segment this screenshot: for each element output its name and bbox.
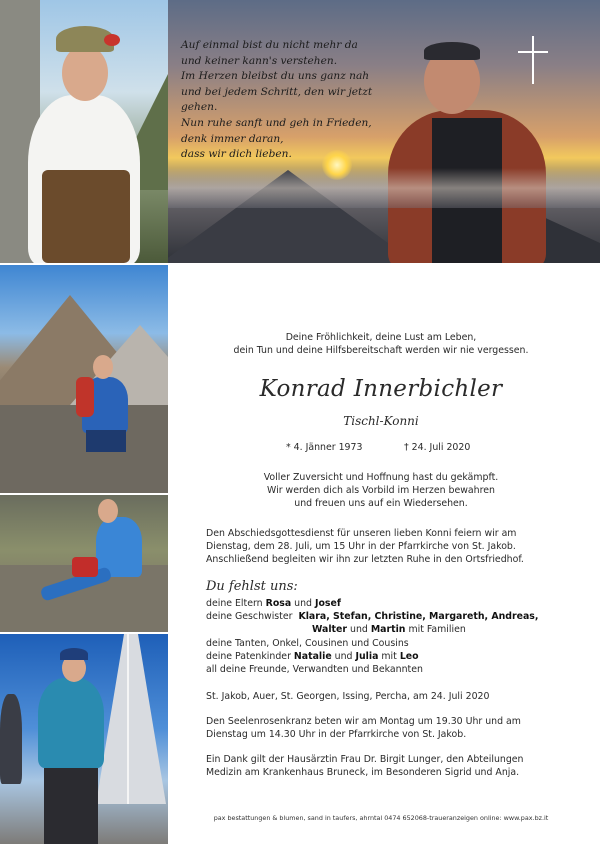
mourners-friends: all deine Freunde, Verwandten und Bekannten <box>206 664 423 676</box>
verse-line: und freuen uns auf ein Wiedersehen. <box>294 498 468 510</box>
thanks-line: Medizin am Krankenhaus Bruneck, im Besonderen Sigrid und Anja. <box>206 767 520 779</box>
name: Natalie <box>293 650 332 662</box>
names: Klara, Stefan, Christine, Margareth, Andreas, <box>298 611 539 623</box>
footer-credit: pax bestattungen & blumen, sand in taufers, ahrntal 0474 652068-traueranzeigen online: www.pax.bz.it <box>213 814 549 822</box>
photo-hiker-rocks <box>0 265 168 493</box>
name: Leo <box>399 650 419 662</box>
name: Walter <box>312 624 348 636</box>
photo-summit-cross <box>0 634 168 844</box>
label: und <box>334 650 353 662</box>
rosary-notice <box>206 715 556 741</box>
label: deine Eltern <box>206 598 263 609</box>
mourners-siblings-cont <box>206 623 556 636</box>
mourners-siblings <box>206 610 556 623</box>
rosary-line: Dienstag um 14.30 Uhr in der Pfarrkirche von St. Jakob. <box>206 729 467 741</box>
label: mit <box>381 650 397 662</box>
deceased-name: Konrad Innerbichler <box>259 376 503 402</box>
funeral-line: Anschließend begleiten wir ihn zur letzten Ruhe in den Ortsfriedhof. <box>206 554 524 566</box>
poem-line: Im Herzen bleibst du uns ganz nah <box>181 70 370 83</box>
label: mit Familien <box>408 624 466 636</box>
verse-line: Voller Zuversicht und Hoffnung hast du gekämpft. <box>263 472 499 483</box>
thanks-line: Ein Dank gilt der Hausärztin Frau Dr. Birgit Lunger, den Abteilungen <box>206 754 524 765</box>
name: Julia <box>355 650 379 662</box>
name: Martin <box>370 624 406 636</box>
intro-line: Deine Fröhlichkeit, deine Lust am Leben, <box>285 332 477 343</box>
intro-line: dein Tun und deine Hilfsbereitschaft werden wir nie vergessen. <box>233 345 529 357</box>
deceased-nickname: Tischl-Konni <box>343 414 419 428</box>
funeral-notice <box>206 527 556 567</box>
label: und <box>350 624 368 636</box>
mourners-heading: Du fehlst uns: <box>206 579 298 594</box>
mourners-parents <box>206 597 556 610</box>
funeral-line: Den Abschiedsgottesdienst für unseren lieben Konni feiern wir am <box>206 528 517 539</box>
cross-icon <box>518 36 548 84</box>
poem-line: Auf einmal bist du nicht mehr da <box>181 39 358 51</box>
funeral-line: Dienstag, dem 28. Juli, um 15 Uhr in der Pfarrkirche von St. Jakob. <box>206 541 516 553</box>
intro-text <box>206 331 556 357</box>
label: und <box>294 598 313 609</box>
mourners-godchildren <box>206 650 556 663</box>
rosary-line: Den Seelenrosenkranz beten wir am Montag um 19.30 Uhr und am <box>206 716 521 727</box>
label: deine Patenkinder <box>206 650 291 662</box>
label: deine Geschwister <box>206 611 293 623</box>
verse <box>206 471 556 511</box>
poem-line: denk immer daran, <box>181 132 284 145</box>
poem-line: und bei jedem Schritt, den wir jetzt gehen. <box>181 85 373 114</box>
mourners-relatives: deine Tanten, Onkel, Cousinen und Cousins <box>206 637 409 649</box>
thanks-notice <box>206 753 556 779</box>
poem <box>181 38 411 163</box>
photo-sitting-hiker <box>0 495 168 632</box>
photo-man-tyrolean-hat <box>0 0 168 263</box>
name: Josef <box>315 598 341 609</box>
name: Rosa <box>265 598 292 609</box>
poem-line: und keiner kann's verstehen. <box>181 54 338 67</box>
poem-line: dass wir dich lieben. <box>181 148 292 161</box>
poem-line: Nun ruhe sanft und geh in Frieden, <box>181 116 372 129</box>
place-date: St. Jakob, Auer, St. Georgen, Issing, Percha, am 24. Juli 2020 <box>206 691 490 702</box>
mourners-list <box>206 597 556 676</box>
birth-date: * 4. Jänner 1973 <box>286 442 363 453</box>
verse-line: Wir werden dich als Vorbild im Herzen bewahren <box>267 485 495 497</box>
cloud-layer <box>168 168 600 208</box>
death-date: † 24. Juli 2020 <box>404 442 471 453</box>
